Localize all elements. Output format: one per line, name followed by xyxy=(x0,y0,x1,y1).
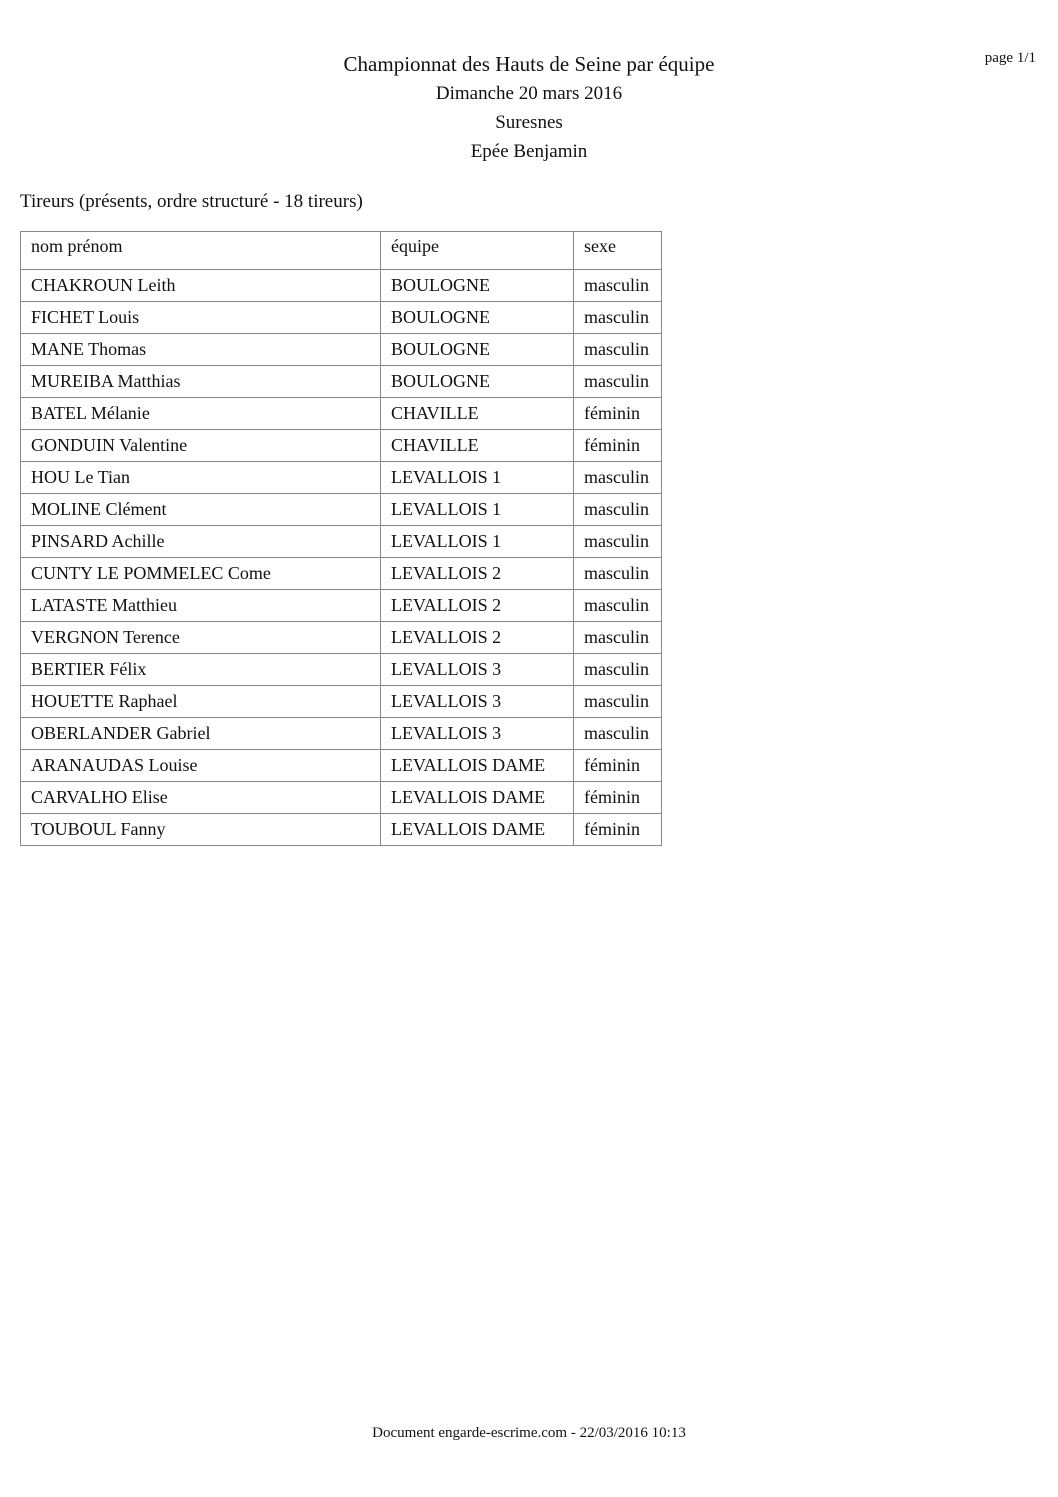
cell-team: LEVALLOIS DAME xyxy=(381,814,574,846)
competition-location: Suresnes xyxy=(495,112,563,133)
table-row xyxy=(21,814,662,846)
table-row xyxy=(21,654,662,686)
cell-name: VERGNON Terence xyxy=(21,622,381,654)
table-row xyxy=(21,430,662,462)
cell-name: MOLINE Clément xyxy=(21,494,381,526)
cell-team: LEVALLOIS 3 xyxy=(381,718,574,750)
cell-sex: masculin xyxy=(574,558,662,590)
cell-name: TOUBOUL Fanny xyxy=(21,814,381,846)
table-row xyxy=(21,686,662,718)
column-header-name: nom prénom xyxy=(21,232,381,270)
cell-name: CUNTY LE POMMELEC Come xyxy=(21,558,381,590)
cell-team: BOULOGNE xyxy=(381,366,574,398)
competition-category: Epée Benjamin xyxy=(470,141,588,162)
cell-sex: féminin xyxy=(574,750,662,782)
table-row xyxy=(21,398,662,430)
cell-team: LEVALLOIS 1 xyxy=(381,526,574,558)
cell-sex: masculin xyxy=(574,302,662,334)
table-row xyxy=(21,494,662,526)
cell-name: FICHET Louis xyxy=(21,302,381,334)
table-row xyxy=(21,366,662,398)
cell-sex: masculin xyxy=(574,590,662,622)
cell-sex: masculin xyxy=(574,462,662,494)
cell-sex: féminin xyxy=(574,814,662,846)
cell-sex: masculin xyxy=(574,686,662,718)
cell-team: BOULOGNE xyxy=(381,302,574,334)
table-row xyxy=(21,462,662,494)
competition-title: Championnat des Hauts de Seine par équipe xyxy=(343,52,715,76)
table-row xyxy=(21,334,662,366)
section-title: Tireurs (présents, ordre structuré - 18 tireurs) xyxy=(20,191,363,212)
fencers-table xyxy=(20,231,662,846)
table-header-row xyxy=(21,232,662,270)
cell-team: LEVALLOIS 3 xyxy=(381,654,574,686)
table-body xyxy=(21,270,662,846)
cell-name: ARANAUDAS Louise xyxy=(21,750,381,782)
cell-team: LEVALLOIS 1 xyxy=(381,494,574,526)
cell-team: LEVALLOIS DAME xyxy=(381,750,574,782)
column-header-sex: sexe xyxy=(574,232,662,270)
cell-name: MANE Thomas xyxy=(21,334,381,366)
cell-team: CHAVILLE xyxy=(381,430,574,462)
cell-name: CHAKROUN Leith xyxy=(21,270,381,302)
cell-name: HOUETTE Raphael xyxy=(21,686,381,718)
cell-sex: masculin xyxy=(574,622,662,654)
cell-sex: masculin xyxy=(574,718,662,750)
cell-team: LEVALLOIS 2 xyxy=(381,622,574,654)
cell-team: LEVALLOIS 3 xyxy=(381,686,574,718)
table-row xyxy=(21,718,662,750)
cell-sex: féminin xyxy=(574,430,662,462)
cell-team: LEVALLOIS 1 xyxy=(381,462,574,494)
cell-team: CHAVILLE xyxy=(381,398,574,430)
document-header xyxy=(0,50,1058,166)
cell-name: PINSARD Achille xyxy=(21,526,381,558)
cell-sex: masculin xyxy=(574,526,662,558)
table-row xyxy=(21,302,662,334)
cell-team: LEVALLOIS DAME xyxy=(381,782,574,814)
table-row xyxy=(21,750,662,782)
cell-name: LATASTE Matthieu xyxy=(21,590,381,622)
cell-team: LEVALLOIS 2 xyxy=(381,590,574,622)
table-row xyxy=(21,558,662,590)
cell-team: BOULOGNE xyxy=(381,270,574,302)
competition-date: Dimanche 20 mars 2016 xyxy=(435,83,623,104)
cell-sex: masculin xyxy=(574,270,662,302)
cell-name: BERTIER Félix xyxy=(21,654,381,686)
column-header-team: équipe xyxy=(381,232,574,270)
document-footer: Document engarde-escrime.com - 22/03/2016 10:13 xyxy=(372,1425,686,1441)
table-row xyxy=(21,590,662,622)
cell-name: OBERLANDER Gabriel xyxy=(21,718,381,750)
cell-sex: féminin xyxy=(574,782,662,814)
table-row xyxy=(21,782,662,814)
table-row xyxy=(21,526,662,558)
table-row xyxy=(21,270,662,302)
cell-name: HOU Le Tian xyxy=(21,462,381,494)
cell-sex: masculin xyxy=(574,494,662,526)
cell-sex: masculin xyxy=(574,334,662,366)
cell-sex: masculin xyxy=(574,654,662,686)
page-number: page 1/1 xyxy=(984,50,1036,66)
cell-sex: masculin xyxy=(574,366,662,398)
cell-name: GONDUIN Valentine xyxy=(21,430,381,462)
cell-team: LEVALLOIS 2 xyxy=(381,558,574,590)
cell-name: BATEL Mélanie xyxy=(21,398,381,430)
cell-name: CARVALHO Elise xyxy=(21,782,381,814)
cell-team: BOULOGNE xyxy=(381,334,574,366)
cell-sex: féminin xyxy=(574,398,662,430)
table-row xyxy=(21,622,662,654)
cell-name: MUREIBA Matthias xyxy=(21,366,381,398)
